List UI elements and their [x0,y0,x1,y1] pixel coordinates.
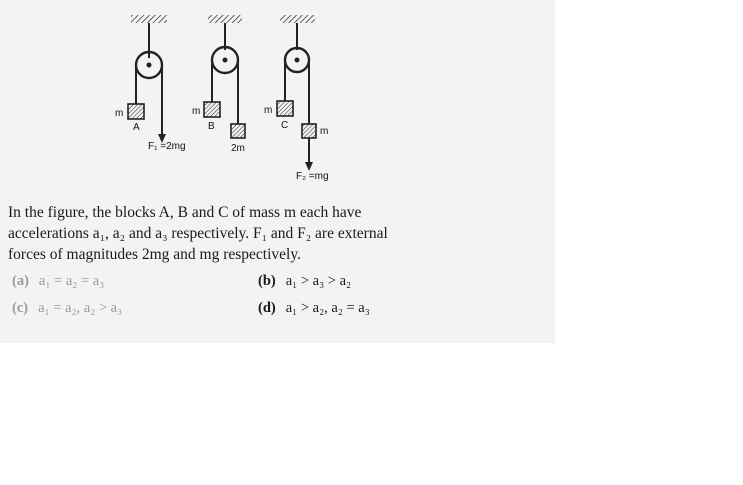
option-c-key: (c) [12,300,29,316]
option-b-text: a₁ > a₃ > a₂ [285,273,352,289]
option-d-key: (d) [258,300,276,316]
mass-label-c: m [264,105,273,116]
option-c [12,300,122,317]
mass-label-b: m [192,106,201,117]
block-label-b: B [208,121,215,132]
pulley-system-b [192,15,245,154]
option-a-key: (a) [12,273,29,289]
option-d [258,300,370,317]
block-label-a: A [133,122,140,133]
option-b [258,273,351,290]
question-line-3: forces of magnitudes 2mg and mg respectively. [8,246,301,263]
block-2m [231,124,245,138]
question-text [8,202,490,265]
ceiling-a [131,15,167,23]
force1-label: F₁ =2mg [148,141,186,152]
option-a-text: a₁ = a₂ = a₃ [38,273,105,289]
pulley-figure [0,0,555,200]
mass-label-c-right: m [320,126,329,137]
option-c-text: a₁ = a₂, a₂ > a₃ [38,300,123,316]
option-a [12,273,104,290]
ceiling-b [208,15,242,23]
force2-label: F₂ =mg [296,171,329,182]
ceiling-c [280,15,315,23]
pulley-system-c [264,15,329,182]
question-line-2: accelerations a₁, a₂ and a₃ respectively. F₁ and F₂ are external [8,225,388,242]
question-line-1: In the figure, the blocks A, B and C of mass m each have [8,204,362,221]
block-b [204,102,220,117]
block-label-c: C [281,120,289,131]
option-d-text: a₁ > a₂, a₂ = a₃ [285,300,370,316]
block-c-right [302,124,316,138]
option-b-key: (b) [258,273,276,289]
block-a [128,104,144,119]
pulley-system-a [115,15,186,152]
mass-label-a: m [115,108,124,119]
block-c [277,101,293,116]
mass-label-2m: 2m [231,143,245,154]
